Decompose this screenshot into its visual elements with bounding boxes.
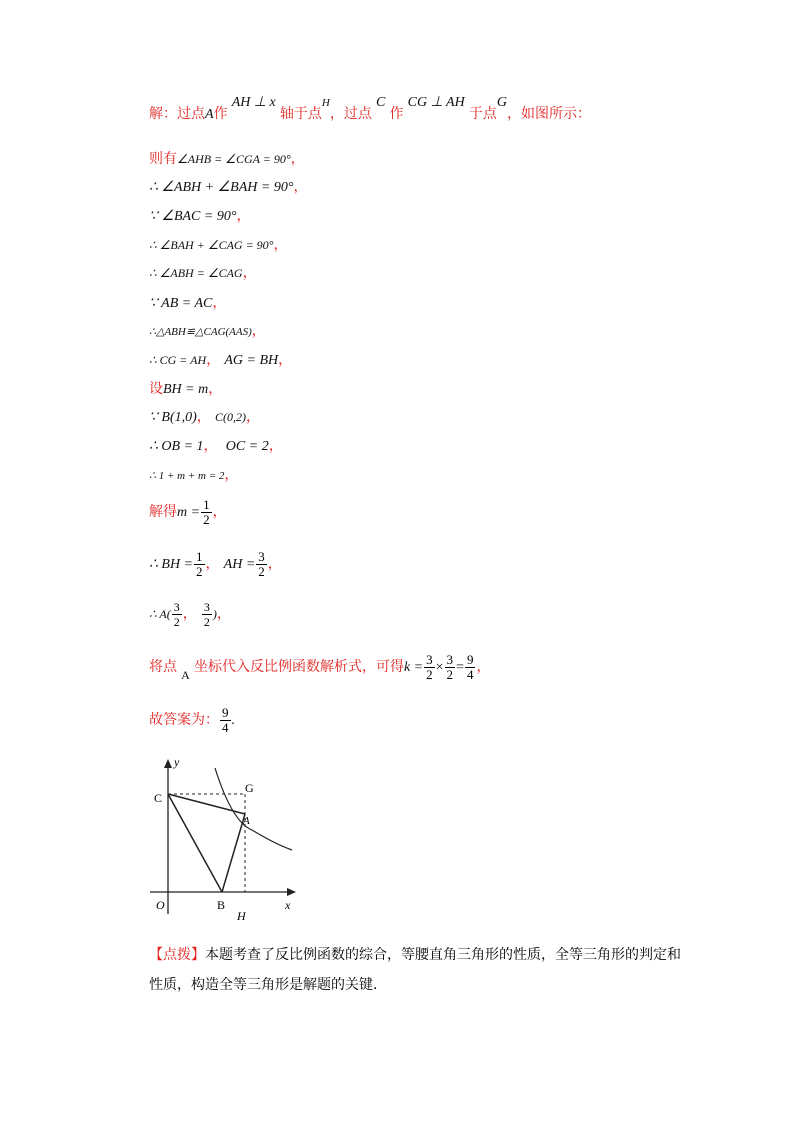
math: AH = <box>223 557 256 572</box>
numerator: 3 <box>446 652 454 667</box>
numerator: 3 <box>258 549 265 564</box>
fraction <box>445 653 456 682</box>
fraction <box>201 498 212 527</box>
text: 故答案为： <box>149 712 219 728</box>
text: ， <box>476 659 491 675</box>
segment-ab <box>222 814 245 892</box>
math: ∴ BH = <box>149 557 194 572</box>
text: 坐标代入反比例函数解析式，可得 <box>193 659 404 675</box>
math: ∴ CG = AH <box>149 353 207 367</box>
fraction <box>424 653 435 682</box>
solution-line-18 <box>149 706 235 735</box>
text: ， <box>267 556 282 572</box>
text: ， <box>224 467 239 483</box>
solution-line-14 <box>149 498 227 527</box>
math: G <box>496 95 507 110</box>
text: ， <box>212 504 227 520</box>
math: C(0,2) <box>214 410 246 424</box>
text: ， <box>290 151 305 167</box>
label-o: O <box>156 898 165 912</box>
math: A <box>205 107 214 122</box>
text: ， <box>196 409 211 425</box>
solution-line-10 <box>149 381 222 398</box>
solution-line-9 <box>149 352 292 369</box>
text: ， <box>203 438 218 454</box>
solution-line-12 <box>149 438 283 455</box>
solution-line-7 <box>149 295 226 312</box>
text: ， <box>216 606 231 622</box>
text: 将点 <box>149 659 177 675</box>
numerator: 1 <box>196 549 203 564</box>
math: . <box>231 713 235 728</box>
math: ∴ OB = 1 <box>149 439 204 454</box>
text: ， <box>212 295 227 311</box>
numerator: 3 <box>173 600 180 614</box>
segment-cb <box>168 794 222 892</box>
math: C <box>376 95 386 110</box>
label-h: H <box>237 909 246 923</box>
denominator: 2 <box>258 564 265 579</box>
math: ) <box>212 607 217 621</box>
solution-line-3 <box>149 179 307 196</box>
text: ， <box>278 352 293 368</box>
tip-tag: 【点拨】 <box>149 947 205 963</box>
text: ，如图所示： <box>506 106 591 122</box>
fraction <box>172 600 182 629</box>
numerator: 9 <box>466 652 474 667</box>
solution-line-1 <box>149 95 591 123</box>
text: ， <box>208 381 223 397</box>
math: ∴△ABH≌△CAG(AAS) <box>149 326 252 338</box>
text: 于点 <box>468 106 497 122</box>
text: 作 <box>389 106 404 122</box>
math: ∵ AB = AC <box>149 296 213 311</box>
denominator: 2 <box>446 667 454 682</box>
solution-line-8 <box>149 323 266 340</box>
text: ， <box>251 323 266 339</box>
text: 设 <box>149 381 163 397</box>
denominator: 2 <box>203 512 210 527</box>
y-axis-arrow <box>164 759 172 768</box>
math: AG = BH <box>224 353 279 368</box>
numerator: 1 <box>203 497 210 512</box>
denominator: 4 <box>466 667 474 682</box>
math: ∴ ∠BAH + ∠CAG = 90° <box>149 238 274 252</box>
denominator: 2 <box>173 615 180 629</box>
math: m = <box>177 505 201 520</box>
numerator: 3 <box>426 652 433 667</box>
solution-line-15 <box>149 550 282 579</box>
text: 则有 <box>149 151 177 167</box>
denominator: 2 <box>426 667 433 682</box>
denominator: 4 <box>222 720 229 735</box>
coordinate-figure <box>140 752 310 927</box>
math: ∴ 1 + m + m = 2 <box>149 470 225 482</box>
label-y: y <box>174 755 180 769</box>
math: ∴ ∠ABH = ∠CAG <box>149 266 243 280</box>
math: AH ⊥ x <box>231 95 276 110</box>
math: CG ⊥ AH <box>407 95 465 110</box>
text: ， <box>182 606 197 622</box>
text: ， <box>206 352 221 368</box>
text: ， <box>268 438 283 454</box>
label-g: G <box>245 781 254 795</box>
math: ∵ B(1,0) <box>149 410 197 425</box>
text: 解：过点 <box>149 106 205 122</box>
x-axis-arrow <box>287 888 296 896</box>
solution-line-17 <box>149 653 490 682</box>
math: × <box>435 660 444 675</box>
tip-text: 本题考查了反比例函数的综合，等腰直角三角形的性质，全等三角形的判定和性质，构造全等三角形是解题的关键. <box>149 947 681 993</box>
label-x: x <box>285 898 291 912</box>
text: ， <box>236 208 251 224</box>
math: BH = m <box>163 382 209 397</box>
math: H <box>321 97 330 109</box>
solution-line-13 <box>149 467 238 484</box>
denominator: 2 <box>196 564 203 579</box>
text: ， <box>293 179 308 195</box>
text: ， <box>205 556 220 572</box>
text: ， <box>242 265 257 281</box>
solution-line-16 <box>149 600 231 629</box>
label-c: C <box>154 791 163 805</box>
fraction <box>465 653 476 682</box>
text: 作 <box>213 106 228 122</box>
math: ∴ ∠ABH + ∠BAH = 90° <box>149 180 294 195</box>
text: ， <box>273 237 288 253</box>
text: ， <box>245 409 260 425</box>
fraction <box>202 600 212 629</box>
fraction <box>256 550 267 579</box>
text: 轴于点 <box>279 106 322 122</box>
math: k = <box>403 660 424 675</box>
numerator: 9 <box>222 705 229 720</box>
math: ∴ A( <box>149 607 171 621</box>
math: A <box>181 668 190 682</box>
math: OC = 2 <box>225 439 269 454</box>
numerator: 3 <box>203 600 210 614</box>
label-a: A <box>243 815 250 827</box>
solution-line-11 <box>149 409 260 426</box>
text: 解得 <box>149 504 177 520</box>
denominator: 2 <box>203 615 210 629</box>
solution-line-6 <box>149 265 257 282</box>
solution-line-2 <box>149 151 305 168</box>
fraction <box>220 706 231 735</box>
tip-paragraph <box>149 940 689 1000</box>
segment-ca <box>168 794 245 814</box>
solution-line-5 <box>149 237 287 254</box>
math: ∵ ∠BAC = 90° <box>149 209 237 224</box>
math: = <box>456 660 464 675</box>
fraction <box>194 550 205 579</box>
text: ，过点 <box>329 106 372 122</box>
solution-line-4 <box>149 208 250 225</box>
label-b: B <box>217 898 226 912</box>
math: ∠AHB = ∠CGA = 90° <box>177 152 291 166</box>
